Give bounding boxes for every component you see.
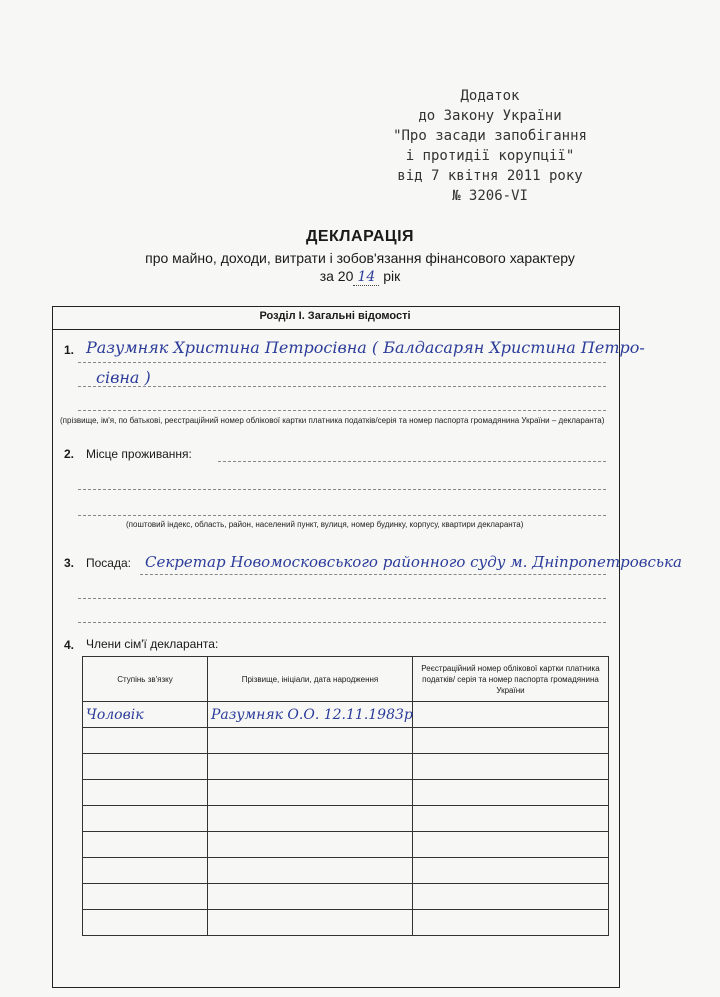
document-subtitle: про майно, доходи, витрати і зобов'язання фінансового характеру bbox=[145, 250, 575, 266]
year-suffix: рік bbox=[383, 268, 401, 284]
item3-number: 3. bbox=[64, 556, 75, 570]
item1-handwritten-line2: сівна ) bbox=[96, 368, 151, 387]
item3-rule-2 bbox=[78, 598, 606, 599]
table-row bbox=[83, 728, 609, 754]
column-header-name: Прізвище, ініціали, дата народження bbox=[208, 657, 413, 702]
appendix-header bbox=[360, 86, 620, 206]
appendix-line: від 7 квітня 2011 року bbox=[397, 168, 583, 184]
relation-cell bbox=[83, 780, 208, 806]
table-row bbox=[83, 858, 609, 884]
item4-label: Члени сім'ї декларанта: bbox=[86, 637, 219, 651]
name-cell: Разумняк О.О. 12.11.1983р bbox=[208, 702, 413, 728]
name-cell bbox=[208, 780, 413, 806]
name-cell bbox=[208, 728, 413, 754]
tax-id-cell bbox=[413, 728, 609, 754]
table-row bbox=[83, 806, 609, 832]
item2-number: 2. bbox=[64, 447, 75, 461]
relation-cell bbox=[83, 806, 208, 832]
name-cell bbox=[208, 832, 413, 858]
item2-rule-1 bbox=[218, 461, 606, 462]
item2-note: (поштовий індекс, область, район, населений пункт, вулиця, номер будинку, корпусу, квартири декларанта) bbox=[126, 520, 524, 529]
document-title: ДЕКЛАРАЦІЯ bbox=[305, 228, 415, 245]
tax-id-cell bbox=[413, 858, 609, 884]
relation-cell bbox=[83, 858, 208, 884]
item2-rule-3 bbox=[78, 515, 606, 516]
item3-label: Посада: bbox=[86, 556, 131, 570]
declaration-year bbox=[0, 268, 720, 286]
table-row bbox=[83, 910, 609, 936]
table-row bbox=[83, 832, 609, 858]
item3-handwritten: Секретар Новомосковського районного суду м. Дніпропетровська bbox=[145, 553, 682, 571]
item1-rule-3 bbox=[78, 410, 606, 411]
table-row bbox=[83, 702, 609, 728]
tax-id-cell bbox=[413, 702, 609, 728]
tax-id-cell bbox=[413, 910, 609, 936]
relation-cell bbox=[83, 728, 208, 754]
item1-rule-2 bbox=[78, 386, 606, 387]
item1-number: 1. bbox=[64, 343, 75, 357]
name-cell bbox=[208, 806, 413, 832]
item3-rule-1 bbox=[140, 574, 606, 575]
table-row bbox=[83, 884, 609, 910]
appendix-line: "Про засади запобігання bbox=[393, 128, 587, 144]
relation-cell bbox=[83, 910, 208, 936]
table-row bbox=[83, 754, 609, 780]
section-caption: Розділ І. Загальні відомості bbox=[259, 310, 411, 322]
item1-handwritten-line1: Разумняк Христина Петросівна ( Балдасарян Христина Петро- bbox=[86, 338, 645, 357]
tax-id-cell bbox=[413, 884, 609, 910]
relation-cell bbox=[83, 754, 208, 780]
relation-cell bbox=[83, 884, 208, 910]
name-cell bbox=[208, 858, 413, 884]
item3-rule-3 bbox=[78, 622, 606, 623]
column-header-relation: Ступінь зв'язку bbox=[83, 657, 208, 702]
name-cell bbox=[208, 910, 413, 936]
tax-id-cell bbox=[413, 754, 609, 780]
tax-id-cell bbox=[413, 832, 609, 858]
name-cell bbox=[208, 754, 413, 780]
name-cell bbox=[208, 884, 413, 910]
item1-note: (прізвище, ім'я, по батькові, реєстраційний номер облікової картки платника податків/серія та номер паспорта громадянина України – декларанта) bbox=[60, 416, 605, 425]
item1-rule-1 bbox=[78, 362, 606, 363]
tax-id-cell bbox=[413, 806, 609, 832]
relation-cell: Чоловік bbox=[83, 702, 208, 728]
appendix-line: до Закону України bbox=[418, 108, 562, 124]
appendix-line: і протидії корупції" bbox=[405, 148, 575, 164]
year-handwritten: 14 bbox=[353, 269, 379, 286]
item2-label: Місце проживання: bbox=[86, 447, 192, 461]
table-header-row bbox=[83, 657, 609, 702]
table-row bbox=[83, 780, 609, 806]
family-members-table bbox=[82, 656, 609, 936]
appendix-line: № 3206-VI bbox=[452, 188, 528, 204]
appendix-line: Додаток bbox=[460, 88, 520, 104]
tax-id-cell bbox=[413, 780, 609, 806]
relation-cell bbox=[83, 832, 208, 858]
item4-number: 4. bbox=[64, 638, 75, 652]
column-header-tax-id: Реєстраційний номер облікової картки платника податків/ серія та номер паспорта громадянина України bbox=[413, 657, 609, 702]
item2-rule-2 bbox=[78, 489, 606, 490]
year-prefix: за 20 bbox=[319, 268, 354, 284]
